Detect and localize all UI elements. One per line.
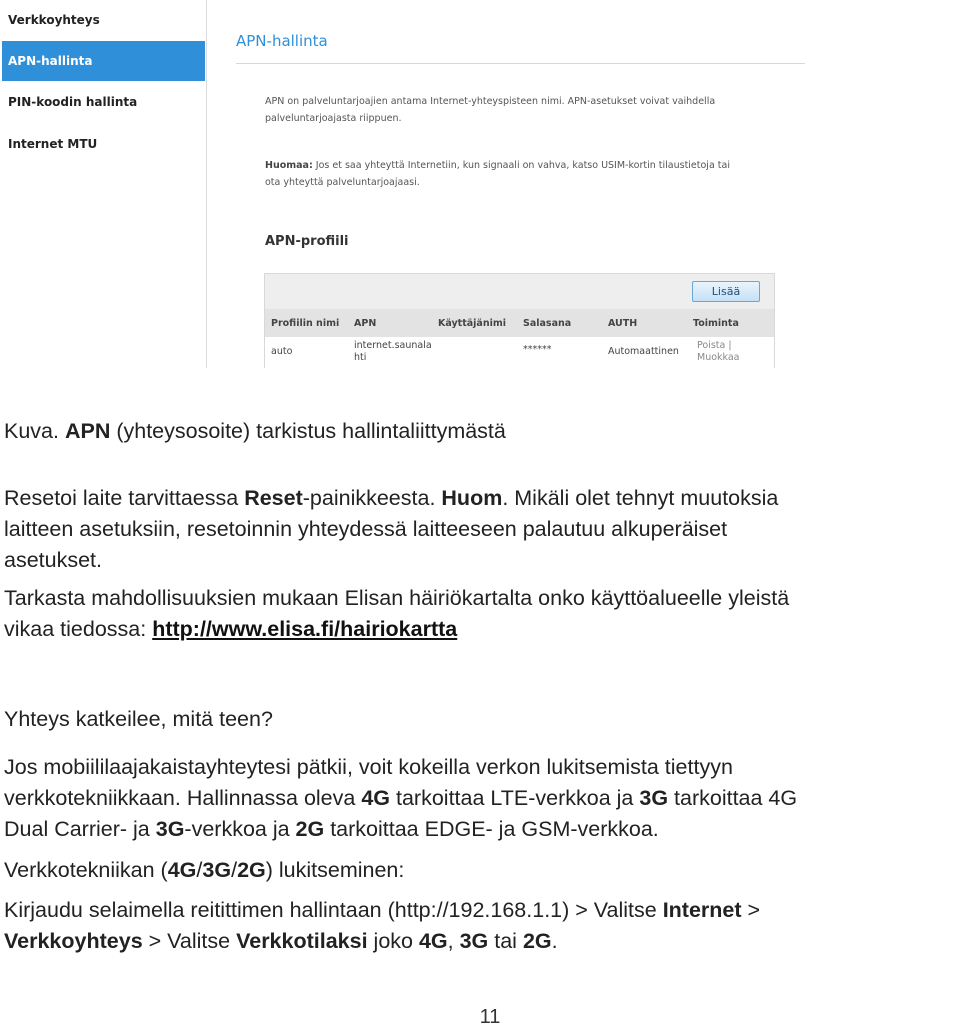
lock-heading: Verkkotekniikan (4G/3G/2G) lukitseminen: bbox=[4, 858, 405, 882]
fault-map-line-2: vikaa tiedossa: http://www.elisa.fi/hairiokartta bbox=[4, 617, 458, 641]
add-button[interactable]: Lisää bbox=[692, 281, 760, 302]
apn-main-panel bbox=[207, 0, 806, 368]
mobile-line-1: Jos mobiililaajakaistayhteytesi pätkii, voit kokeilla verkon lukitsemista tiettyyn bbox=[4, 755, 733, 779]
fault-map-paragraph bbox=[4, 583, 954, 645]
reset-line-3: asetukset. bbox=[4, 548, 102, 572]
cell-apn-line1: internet.saunala bbox=[354, 340, 432, 351]
login-line-1: Kirjaudu selaimella reitittimen hallintaan (http://192.168.1.1) > Valitse Internet > bbox=[4, 898, 761, 922]
cell-apn-line2: hti bbox=[354, 352, 367, 363]
header-password: Salasana bbox=[523, 318, 572, 329]
apn-profiles-heading: APN-profiili bbox=[265, 234, 349, 249]
cell-password: ****** bbox=[523, 344, 552, 355]
mobile-line-2: verkkotekniikkaan. Hallinnassa oleva 4G tarkoittaa LTE-verkkoa ja 3G tarkoittaa 4G bbox=[4, 786, 798, 810]
edit-link[interactable]: Muokkaa bbox=[697, 352, 740, 363]
header-apn: APN bbox=[354, 318, 377, 329]
header-username: Käyttäjänimi bbox=[438, 318, 507, 329]
sidebar-item-apn-hallinta[interactable]: APN-hallinta bbox=[2, 41, 205, 81]
apn-profile-table bbox=[264, 273, 775, 368]
caption-rest: (yhteysosoite) tarkistus hallintaliittymästä bbox=[110, 419, 506, 443]
apn-intro-text: APN on palveluntarjoajien antama Internet-yhteyspisteen nimi. APN-asetukset voivat vaihdella palveluntarjoajasta riippuen. bbox=[265, 96, 716, 124]
caption-bold: APN bbox=[64, 419, 111, 443]
page-number: 11 bbox=[479, 1006, 501, 1028]
page-title: APN-hallinta bbox=[236, 32, 328, 50]
section-question: Yhteys katkeilee, mitä teen? bbox=[4, 707, 273, 731]
cell-profile-name: auto bbox=[271, 346, 293, 357]
sidebar-item-verkkoyhteys[interactable]: Verkkoyhteys bbox=[8, 13, 100, 27]
login-line-2: Verkkoyhteys > Valitse Verkkotilaksi joko 4G, 3G tai 2G. bbox=[4, 929, 558, 953]
router-ui-screenshot bbox=[0, 0, 806, 368]
sidebar-item-pin-koodin-hallinta[interactable]: PIN-koodin hallinta bbox=[8, 95, 138, 109]
apn-note bbox=[265, 157, 735, 191]
delete-link[interactable]: Poista | bbox=[697, 340, 732, 351]
cell-auth: Automaattinen bbox=[608, 346, 679, 357]
header-profile-name: Profiilin nimi bbox=[271, 318, 340, 329]
figure-caption bbox=[4, 416, 954, 447]
reset-line-1: Resetoi laite tarvittaessa Reset-painikkeesta. Huom. Mikäli olet tehnyt muutoksia bbox=[4, 486, 779, 510]
reset-line-2: laitteen asetuksiin, resetoinnin yhteydessä laitteeseen palautuu alkuperäiset bbox=[4, 517, 728, 541]
apn-toolbar bbox=[265, 274, 774, 309]
title-divider bbox=[236, 63, 805, 64]
header-action: Toiminta bbox=[693, 318, 739, 329]
table-header bbox=[265, 309, 774, 337]
fault-map-link[interactable]: http://www.elisa.fi/hairiokartta bbox=[152, 617, 458, 641]
header-auth: AUTH bbox=[608, 318, 638, 329]
note-label: Huomaa: bbox=[265, 160, 313, 171]
mobile-paragraph bbox=[4, 752, 954, 845]
fault-map-line-1: Tarkasta mahdollisuuksien mukaan Elisan häiriökartalta onko käyttöalueelle yleistä bbox=[4, 586, 790, 610]
caption-prefix: Kuva. bbox=[4, 419, 65, 443]
sidebar bbox=[0, 0, 206, 368]
sidebar-item-internet-mtu[interactable]: Internet MTU bbox=[8, 137, 98, 151]
note-text: Jos et saa yhteyttä Internetiin, kun signaali on vahva, katso USIM-kortin tilaustietoja tai ota yhteyttä palveluntarjoajaasi. bbox=[265, 160, 730, 188]
reset-paragraph bbox=[4, 483, 954, 576]
login-instructions bbox=[4, 895, 954, 957]
mobile-line-3: Dual Carrier- ja 3G-verkkoa ja 2G tarkoittaa EDGE- ja GSM-verkkoa. bbox=[4, 817, 659, 841]
